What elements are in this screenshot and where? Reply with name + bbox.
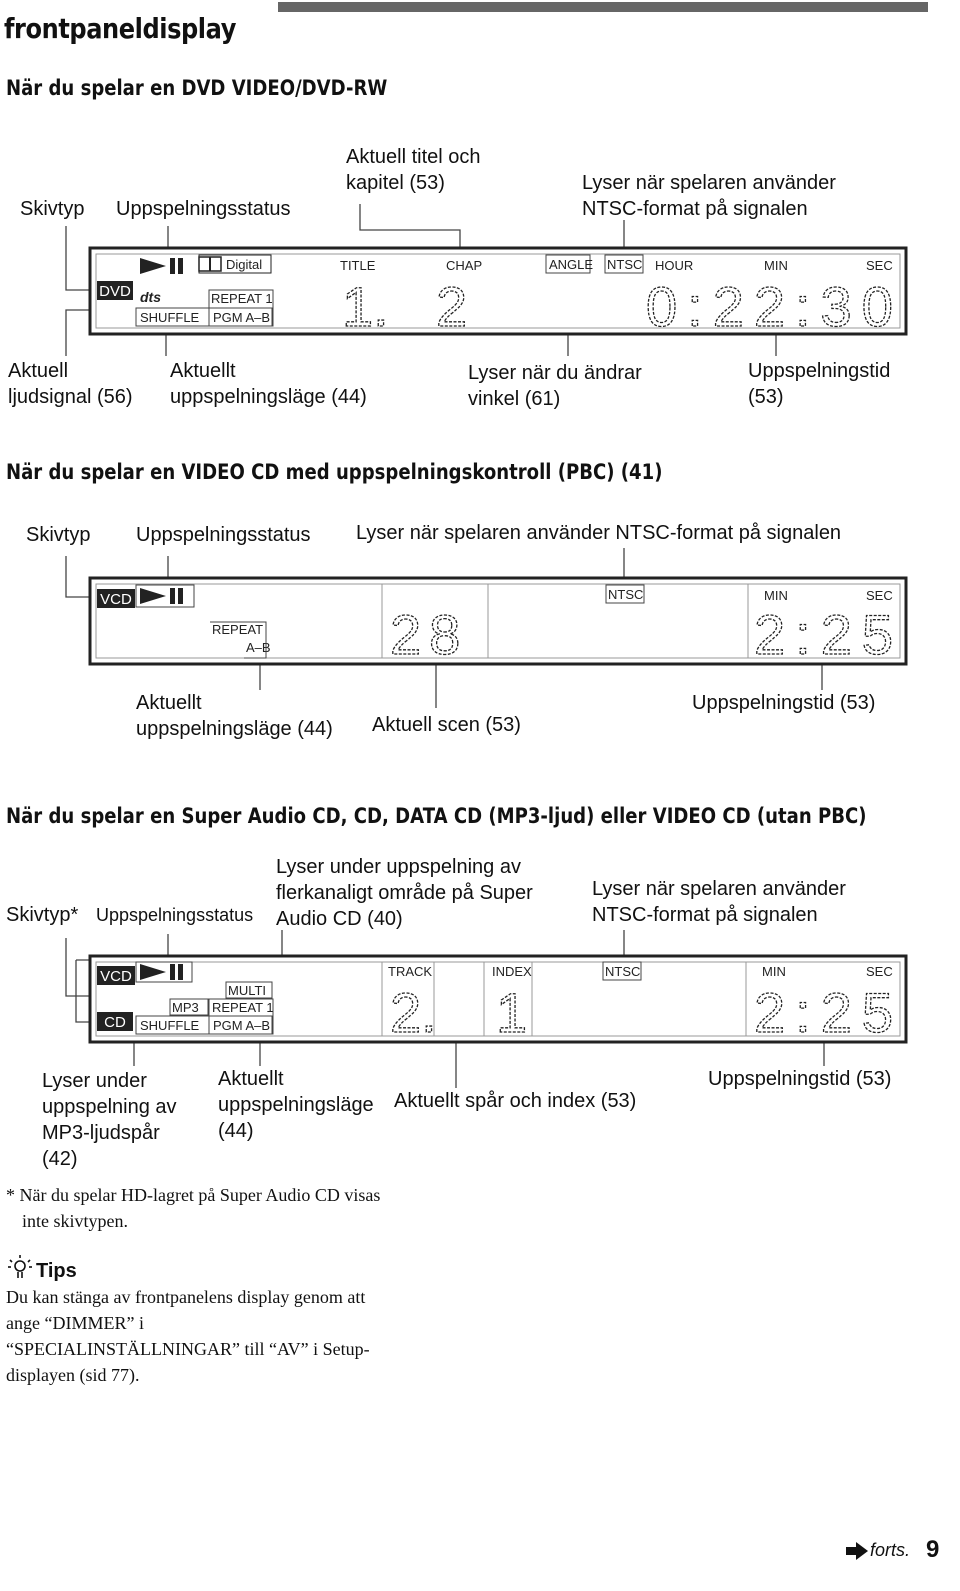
label-line: Aktuellt (218, 1068, 284, 1090)
label-line: Lyser när du ändrar (468, 362, 642, 384)
footnote-line: inte skivtypen. (22, 1211, 128, 1231)
repeat-text: REPEAT 1 (212, 1000, 274, 1015)
label-play-time: Uppspelningstid (53) (708, 1068, 892, 1090)
tips-line: Du kan stänga av frontpanelens display genom att (6, 1287, 366, 1307)
label-disc-type: Skivtyp (20, 198, 85, 220)
sec-tag: SEC (866, 964, 893, 979)
min-tag: MIN (762, 964, 786, 979)
label-play-status: Uppspelningsstatus (136, 524, 311, 546)
tips-title: Tips (36, 1260, 77, 1282)
repeat-text: REPEAT (212, 622, 264, 637)
label-line: Lyser när spelaren använder (582, 172, 836, 194)
label-line: kapitel (53) (346, 172, 445, 194)
time-display: 2:25 (754, 603, 903, 666)
tips-line: displayen (sid 77). (6, 1365, 140, 1385)
label-line: Aktuell titel och (346, 146, 481, 168)
label-line: Aktuellt (170, 360, 236, 382)
dts-logo: dts (140, 289, 161, 305)
sec-tag: SEC (866, 258, 893, 273)
label-line: vinkel (61) (468, 388, 561, 410)
vcd-badge-text: VCD (100, 591, 132, 608)
label-line: uppspelningsläge (218, 1094, 374, 1116)
digital-text: Digital (226, 257, 263, 272)
label-play-time: Uppspelningstid (53) (692, 692, 876, 714)
min-tag: MIN (764, 588, 788, 603)
section-vcd-pbc-title: När du spelar en VIDEO CD med uppspelningskontroll (PBC) (41) (6, 460, 663, 484)
label-line: NTSC-format på signalen (592, 904, 818, 926)
section-dvd-title: När du spelar en DVD VIDEO/DVD-RW (6, 76, 388, 100)
label-line: Audio CD (40) (276, 908, 403, 930)
footnote-line: * När du spelar HD-lagret på Super Audio CD visas (6, 1185, 381, 1205)
arrow-right-icon (846, 1542, 868, 1560)
label-scene: Aktuell scen (53) (372, 714, 521, 736)
scene-display: 28 (390, 603, 469, 666)
time-display: 2:25 (754, 981, 903, 1044)
sec-tag: SEC (866, 588, 893, 603)
title-tag: TITLE (340, 258, 376, 273)
label-ntsc: Lyser när spelaren använder NTSC-format på signalen (356, 522, 842, 544)
label-line: Aktuell (8, 360, 69, 382)
tips-line: “SPECIALINSTÄLLNINGAR” till “AV” i Setup- (6, 1339, 370, 1359)
ntsc-tag: NTSC (605, 964, 641, 979)
pgm-text: PGM A–B (213, 1018, 271, 1033)
track-display: 2. (390, 981, 437, 1044)
chapter-display: 2 (436, 275, 468, 338)
label-disc-type: Skivtyp (26, 524, 91, 546)
label-line: uppspelningsläge (44) (136, 718, 333, 740)
label-line: (42) (42, 1148, 78, 1170)
label-line: uppspelningsläge (44) (170, 386, 367, 408)
index-display: 1 (496, 981, 528, 1044)
section-cd-title: När du spelar en Super Audio CD, CD, DATA CD (MP3-ljud) eller VIDEO CD (utan PBC) (6, 804, 867, 828)
hour-tag: HOUR (655, 258, 694, 273)
multi-text: MULTI (228, 983, 267, 998)
label-line: Lyser under (42, 1070, 147, 1092)
label-line: Aktuellt (136, 692, 202, 714)
label-line: Lyser när spelaren använder (592, 878, 846, 900)
label-line: NTSC-format på signalen (582, 198, 808, 220)
ntsc-tag: NTSC (608, 587, 644, 602)
label-line: uppspelning av (42, 1096, 177, 1118)
mp3-text: MP3 (172, 1000, 199, 1015)
dvd-badge-text: DVD (99, 283, 131, 300)
pgm-text: PGM A–B (213, 310, 271, 325)
index-tag: INDEX (492, 964, 532, 979)
continued-label: forts. (870, 1540, 911, 1560)
page-number: 9 (926, 1536, 940, 1563)
label-line: MP3-ljudspår (42, 1122, 160, 1144)
chap-tag: CHAP (446, 258, 483, 273)
label-play-status: Uppspelningsstatus (96, 905, 254, 925)
time-display: 0:22:30 (646, 275, 903, 338)
shuffle-text: SHUFFLE (140, 310, 200, 325)
track-tag: TRACK (388, 964, 433, 979)
ab-text: A–B (246, 640, 271, 655)
repeat-text: REPEAT 1 (211, 291, 273, 306)
label-line: flerkanaligt område på Super (276, 882, 533, 904)
title-display: 1. (342, 275, 389, 338)
page-title: frontpaneldisplay (4, 12, 236, 45)
shuffle-text: SHUFFLE (140, 1018, 200, 1033)
ntsc-tag: NTSC (607, 257, 643, 272)
label-line: Lyser under uppspelning av (276, 856, 521, 878)
tips-line: ange “DIMMER” i (6, 1313, 144, 1333)
cd-badge-text: CD (104, 1014, 126, 1031)
label-play-status: Uppspelningsstatus (116, 198, 291, 220)
label-line: (44) (218, 1120, 254, 1142)
label-line: (53) (748, 386, 784, 408)
label-track-index: Aktuellt spår och index (53) (394, 1090, 637, 1112)
angle-tag: ANGLE (549, 257, 594, 272)
vcd-badge-text: VCD (100, 968, 132, 985)
label-disc-type: Skivtyp* (6, 904, 79, 926)
label-line: ljudsignal (56) (8, 386, 133, 408)
min-tag: MIN (764, 258, 788, 273)
label-line: Uppspelningstid (748, 360, 891, 382)
